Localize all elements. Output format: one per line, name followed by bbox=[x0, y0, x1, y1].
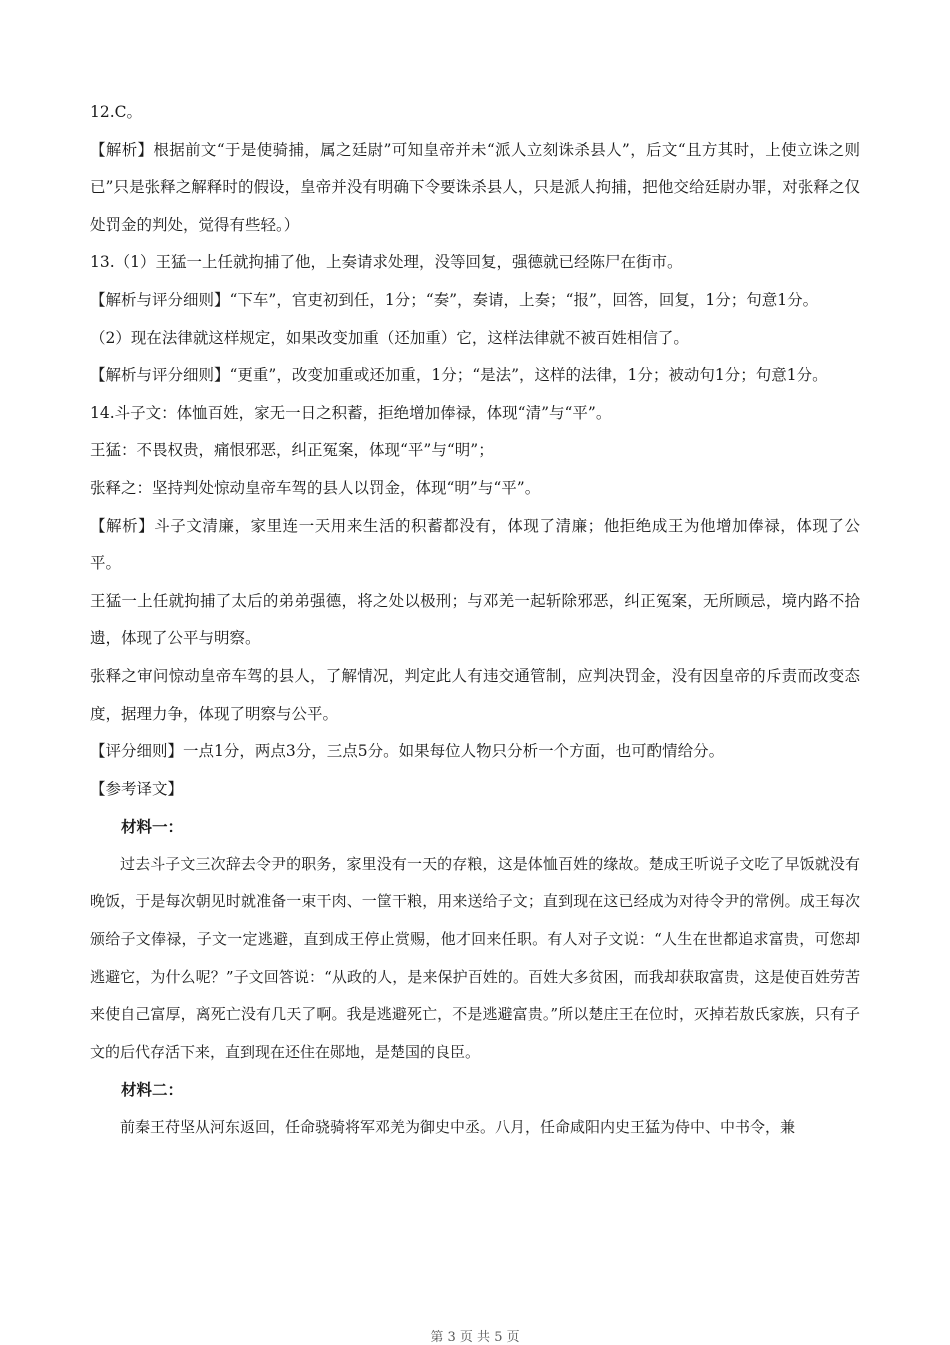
q12-analysis: 【解析】根据前文“于是使骑捕，属之廷尉”可知皇帝并未“派人立刻诛杀县人”，后文“且方其时，上使立诛之则已”只是张释之解释时的假设，皇帝并没有明确下令要诛杀县人，只是派人拘捕，把他交给廷尉办罪，对张释之仅处罚金的判处，觉得有些轻。） bbox=[90, 140, 860, 234]
q12-answer: 12.C。 bbox=[90, 103, 143, 121]
material1-title: 材料一： bbox=[121, 817, 184, 837]
answer-content bbox=[90, 94, 860, 1147]
q14-scoring: 【评分细则】一点1分，两点3分，三点5分。如果每位人物只分析一个方面，也可酌情给分。 bbox=[90, 742, 725, 761]
q13-part2: （2）现在法律就这样规定，如果改变加重（还加重）它，这样法律就不被百姓相信了。 bbox=[90, 328, 689, 347]
q13-part1-scoring: 【解析与评分细则】“下车”，官吏初到任，1分；“奏”，奏请，上奏；“报”，回答，回复，1分；句意1分。 bbox=[90, 290, 819, 309]
material2-title: 材料二： bbox=[121, 1080, 184, 1100]
q14-line-wangmeng: 王猛：不畏权贵，痛恨邪恶，纠正冤案，体现“平”与“明”； bbox=[90, 441, 494, 460]
translation-header: 【参考译文】 bbox=[90, 779, 184, 798]
material2-text: 前秦王苻坚从河东返回，任命骁骑将军邓羌为御史中丞。八月，任命咸阳内史王猛为侍中、中书令，兼 bbox=[120, 1118, 796, 1137]
q14-line-douziwen: 14.斗子文：体恤百姓，家无一日之积蓄，拒绝增加俸禄，体现“清”与“平”。 bbox=[90, 403, 612, 422]
q14-analysis-douziwen: 【解析】斗子文清廉，家里连一天用来生活的积蓄都没有，体现了清廉；他拒绝成王为他增加俸禄，体现了公平。 bbox=[90, 516, 860, 573]
material1-text: 过去斗子文三次辞去令尹的职务，家里没有一天的存粮，这是体恤百姓的缘故。楚成王听说子文吃了早饭就没有晚饭，于是每次朝见时就准备一束干肉、一筐干粮，用来送给子文；直到现在这已经成为对待令尹的常例。成王每次颁给子文俸禄，子文一定逃避，直到成王停止赏赐，他才回来任职。有人对子文说：“人生在世都追求富贵，可您却逃避它，为什么呢？”子文回答说：“从政的人，是来保护百姓的。百姓大多贫困，而我却获取富贵，这是使百姓劳苦来使自己富厚，离死亡没有几天了啊。我是逃避死亡，不是逃避富贵。”所以楚庄王在位时，灭掉若敖氏家族，只有子文的后代存活下来，直到现在还住在郧地，是楚国的良臣。 bbox=[90, 854, 860, 1061]
q14-line-zhangshizhi: 张释之：坚持判处惊动皇帝车驾的县人以罚金，体现“明”与“平”。 bbox=[90, 478, 541, 497]
page-footer: 第 3 页 共 5 页 bbox=[430, 1330, 520, 1345]
q14-analysis-wangmeng: 王猛一上任就拘捕了太后的弟弟强德，将之处以极刑；与邓羌一起斩除邪恶，纠正冤案，无所顾忌，境内路不拾遗，体现了公平与明察。 bbox=[90, 591, 860, 648]
q13-part2-scoring: 【解析与评分细则】“更重”，改变加重或还加重，1分；“是法”，这样的法律，1分；被动句1分；句意1分。 bbox=[90, 366, 828, 385]
q13-part1: 13.（1）王猛一上任就拘捕了他，上奏请求处理，没等回复，强德就已经陈尸在街市。 bbox=[90, 253, 683, 272]
q14-analysis-zhangshizhi: 张释之审问惊动皇帝车驾的县人，了解情况，判定此人有违交通管制，应判决罚金，没有因皇帝的斥责而改变态度，据理力争，体现了明察与公平。 bbox=[90, 666, 860, 723]
